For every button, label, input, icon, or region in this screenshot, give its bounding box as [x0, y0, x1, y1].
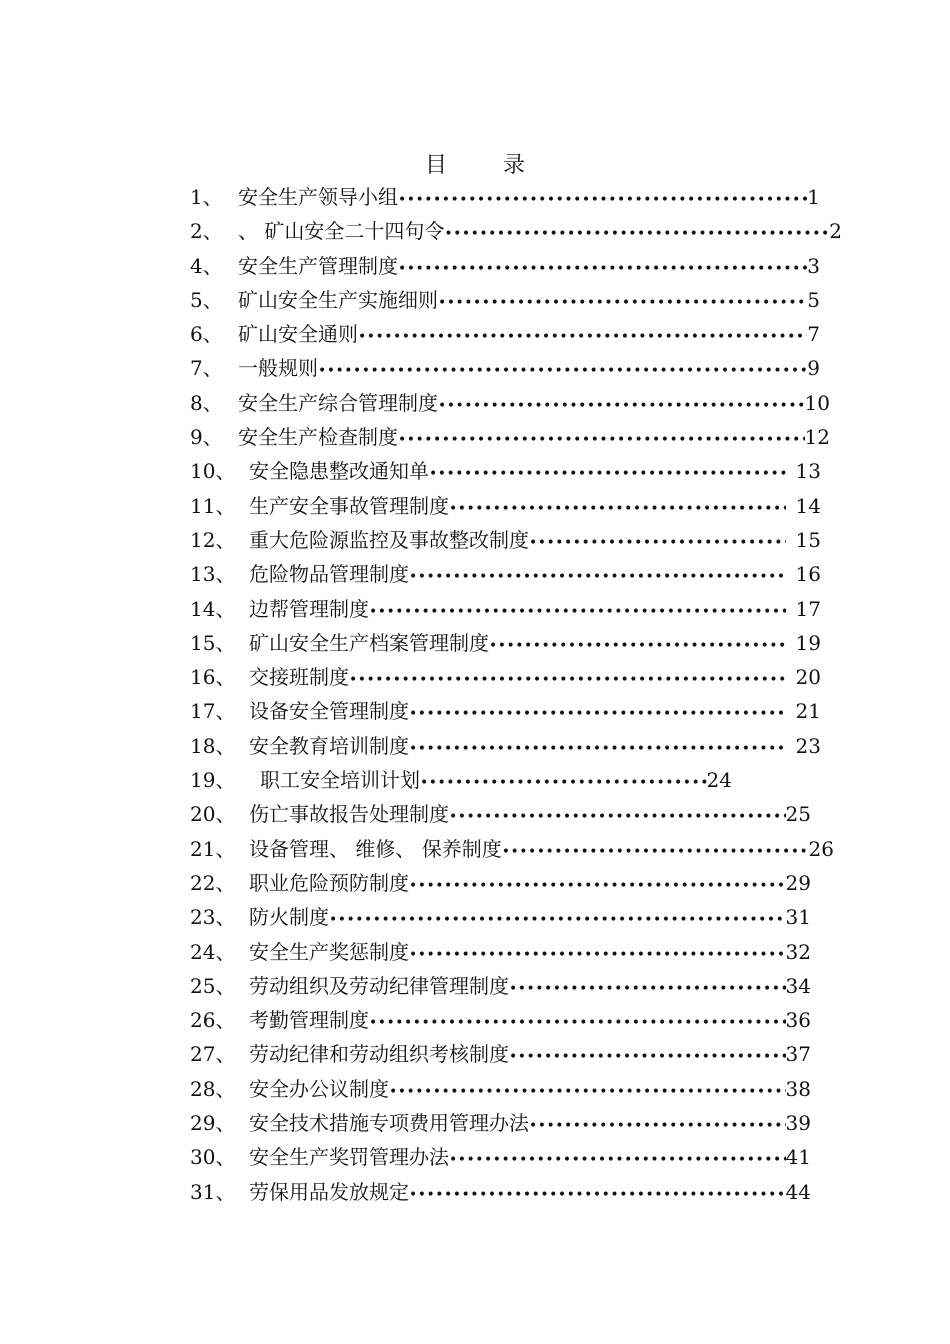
toc-entry-number: 30、: [190, 1145, 236, 1170]
toc-entry-title: 危险物品管理制度: [249, 562, 409, 587]
toc-entry-page-number: 19: [795, 630, 821, 655]
toc-entry-page-number: 29: [785, 870, 811, 895]
toc-title: [0, 148, 950, 179]
toc-entry-number: 16、: [190, 665, 236, 690]
toc-entry-title: 重大危险源监控及事故整改制度: [249, 527, 529, 552]
toc-entry-title: 安全生产奖罚管理办法: [249, 1145, 449, 1170]
toc-entry-page-number: 32: [785, 939, 811, 964]
toc-dot-leader: [429, 457, 786, 491]
toc-entry[interactable]: [190, 592, 821, 626]
toc-dot-leader: [329, 903, 786, 937]
toc-entry-number: 8、: [190, 390, 223, 415]
toc-entry[interactable]: [190, 1106, 810, 1140]
toc-entry-number: 23、: [190, 905, 236, 930]
toc-entry[interactable]: [190, 1037, 810, 1071]
toc-entry-page-number: 41: [785, 1145, 811, 1170]
toc-entry-title: 安全生产奖惩制度: [249, 939, 409, 964]
toc-entry-page-number: 9: [807, 356, 820, 381]
toc-entry-number: 1、: [190, 185, 223, 209]
toc-entry-page-number: 15: [795, 527, 821, 552]
toc-entry[interactable]: [190, 523, 821, 557]
toc-entry-page-number: 20: [795, 665, 821, 690]
toc-entry-page-number: 38: [785, 1076, 811, 1101]
toc-entry-number: 9、: [190, 425, 223, 450]
toc-entry[interactable]: [190, 1072, 810, 1106]
toc-dot-leader: [389, 1075, 786, 1109]
toc-entry-page-number: 26: [808, 836, 834, 861]
toc-entry[interactable]: [190, 557, 821, 591]
toc-entry-number: 24、: [190, 939, 236, 964]
toc-dot-leader: [509, 1040, 786, 1074]
toc-entry[interactable]: [190, 660, 821, 694]
toc-entry-number: 12、: [190, 527, 236, 552]
toc-entry-number: 27、: [190, 1042, 236, 1067]
toc-entry-number: 21、: [190, 836, 236, 861]
toc-dot-leader: [438, 389, 805, 423]
toc-entry[interactable]: [190, 420, 830, 454]
table-of-contents: [190, 180, 842, 1209]
toc-dot-leader: [449, 800, 786, 834]
toc-entry-title: 安全教育培训制度: [249, 733, 409, 758]
toc-entry[interactable]: [190, 626, 821, 660]
toc-entry-title: 安全生产综合管理制度: [238, 390, 438, 415]
toc-entry-page-number: 23: [795, 733, 821, 758]
toc-entry-page-number: 17: [795, 596, 821, 621]
toc-entry-page-number: 37: [785, 1042, 811, 1067]
toc-dot-leader: [409, 869, 786, 903]
toc-entry-title: 边帮管理制度: [249, 596, 369, 621]
toc-entry[interactable]: [190, 969, 810, 1003]
toc-title-char-2: 录: [503, 153, 526, 178]
toc-entry-page-number: 3: [807, 253, 820, 278]
toc-entry-number: 28、: [190, 1076, 236, 1101]
toc-entry[interactable]: [190, 249, 820, 283]
toc-entry[interactable]: [190, 729, 821, 763]
toc-entry-number: 29、: [190, 1111, 236, 1136]
toc-entry-title: 矿山安全生产实施细则: [238, 287, 438, 312]
toc-entry-number: 5、: [190, 287, 223, 312]
toc-entry-number: 31、: [190, 1179, 236, 1204]
toc-dot-leader: [398, 183, 807, 217]
toc-entry-title: 劳动纪律和劳动组织考核制度: [249, 1042, 509, 1067]
toc-entry-page-number: 14: [795, 493, 821, 518]
toc-entry-page-number: 39: [785, 1111, 811, 1136]
toc-entry-title: 劳动组织及劳动纪律管理制度: [249, 973, 509, 998]
toc-title-char-1: 目: [424, 153, 447, 178]
toc-dot-leader: [409, 1178, 786, 1212]
toc-entry-page-number: 36: [785, 1008, 811, 1033]
toc-entry-title: 设备安全管理制度: [249, 699, 409, 724]
toc-entry-page-number: 12: [804, 425, 830, 450]
toc-dot-leader: [444, 217, 829, 251]
toc-entry-title: 考勤管理制度: [249, 1008, 369, 1033]
toc-entry[interactable]: [190, 351, 820, 385]
toc-entry-title: 职工安全培训计划: [260, 768, 420, 793]
toc-entry[interactable]: [190, 1003, 810, 1037]
toc-entry-number: 4、: [190, 253, 223, 278]
toc-entry[interactable]: [190, 694, 821, 728]
toc-entry-number: 13、: [190, 562, 236, 587]
toc-entry-title: 安全技术措施专项费用管理办法: [249, 1111, 529, 1136]
toc-entry-number: 25、: [190, 973, 236, 998]
toc-dot-leader: [369, 1006, 786, 1040]
toc-entry-page-number: 34: [785, 973, 811, 998]
toc-dot-leader: [358, 320, 807, 354]
toc-entry[interactable]: [190, 454, 821, 488]
toc-entry-title: 劳保用品发放规定: [249, 1179, 409, 1204]
toc-entry-title: 安全隐患整改通知单: [249, 459, 429, 484]
toc-dot-leader: [502, 835, 809, 869]
toc-dot-leader: [509, 972, 786, 1006]
toc-entry-title: 伤亡事故报告处理制度: [249, 802, 449, 827]
toc-entry-number: 7、: [190, 356, 223, 381]
toc-entry[interactable]: [190, 214, 842, 248]
toc-dot-leader: [409, 560, 786, 594]
toc-dot-leader: [398, 423, 805, 457]
toc-dot-leader: [449, 492, 786, 526]
toc-entry-page-number: 25: [785, 802, 811, 827]
toc-dot-leader: [489, 629, 786, 663]
toc-entry-number: 22、: [190, 870, 236, 895]
toc-entry-number: 20、: [190, 802, 236, 827]
toc-entry-page-number: 13: [795, 459, 821, 484]
toc-dot-leader: [349, 663, 786, 697]
toc-dot-leader: [398, 252, 807, 286]
toc-entry-title: 、 矿山安全二十四句令: [238, 219, 445, 244]
toc-entry-page-number: 16: [795, 562, 821, 587]
toc-dot-leader: [369, 595, 786, 629]
toc-entry[interactable]: [190, 180, 820, 214]
toc-entry[interactable]: [190, 386, 830, 420]
toc-entry-number: 18、: [190, 733, 236, 758]
toc-entry-title: 矿山安全生产档案管理制度: [249, 630, 489, 655]
toc-entry-title: 矿山安全通则: [238, 322, 358, 347]
toc-dot-leader: [409, 697, 786, 731]
toc-entry-number: 15、: [190, 630, 236, 655]
toc-entry-title: 防火制度: [249, 905, 329, 930]
toc-entry-page-number: 21: [795, 699, 821, 724]
toc-entry-number: 19、: [190, 768, 236, 793]
toc-dot-leader: [449, 1143, 786, 1177]
toc-entry-page-number: 24: [706, 768, 732, 793]
toc-entry-title: 交接班制度: [249, 665, 349, 690]
toc-entry-page-number: 7: [807, 322, 820, 347]
toc-entry[interactable]: [190, 489, 821, 523]
toc-entry[interactable]: [190, 283, 820, 317]
toc-entry-page-number: 5: [807, 287, 820, 312]
toc-entry-number: 11、: [190, 493, 236, 518]
toc-dot-leader: [438, 286, 807, 320]
toc-entry-title: 一般规则: [238, 356, 318, 381]
toc-entry[interactable]: [190, 797, 810, 831]
toc-entry-page-number: 2: [829, 219, 842, 244]
toc-entry-page-number: 1: [807, 185, 820, 209]
toc-entry-number: 2、: [190, 219, 223, 244]
toc-entry-number: 26、: [190, 1008, 236, 1033]
toc-dot-leader: [529, 1109, 786, 1143]
toc-entry[interactable]: [190, 832, 834, 866]
toc-entry-number: 14、: [190, 596, 236, 621]
toc-entry[interactable]: [190, 935, 810, 969]
toc-entry[interactable]: [190, 317, 820, 351]
toc-entry-number: 10、: [190, 459, 236, 484]
toc-dot-leader: [529, 526, 786, 560]
toc-dot-leader: [409, 732, 786, 766]
toc-entry[interactable]: [190, 1140, 810, 1174]
toc-entry[interactable]: [190, 866, 810, 900]
toc-dot-leader: [409, 938, 786, 972]
toc-entry-page-number: 31: [785, 905, 811, 930]
toc-entry-title: 安全生产检查制度: [238, 425, 398, 450]
toc-entry-number: 17、: [190, 699, 236, 724]
toc-dot-leader: [420, 766, 707, 800]
toc-entry-title: 安全办公议制度: [249, 1076, 389, 1101]
toc-entry[interactable]: [190, 900, 810, 934]
toc-entry-title: 职业危险预防制度: [249, 870, 409, 895]
toc-entry-title: 设备管理、 维修、 保养制度: [249, 836, 502, 861]
toc-entry-number: 6、: [190, 322, 223, 347]
toc-entry-page-number: 10: [804, 390, 830, 415]
toc-entry[interactable]: [190, 763, 810, 797]
toc-entry-title: 安全生产领导小组: [238, 185, 398, 209]
toc-entry-page-number: 44: [785, 1179, 811, 1204]
toc-dot-leader: [318, 354, 807, 388]
toc-entry[interactable]: [190, 1175, 810, 1209]
toc-entry-title: 生产安全事故管理制度: [249, 493, 449, 518]
toc-entry-title: 安全生产管理制度: [238, 253, 398, 278]
